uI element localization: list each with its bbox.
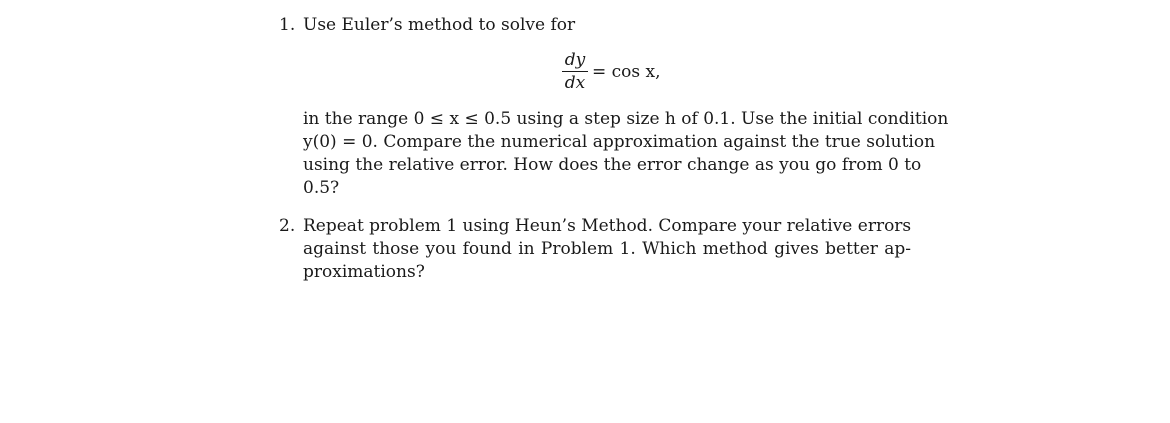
problem-1-equation-rhs: = cos x, [592,62,661,82]
problem-1-derivative-fraction [562,50,588,93]
fraction-numerator: dy [564,50,586,70]
problem-1-intro: Use Euler’s method to solve for [303,15,576,35]
problem-1-line-3: using the relative error. How does the error change as you go from 0 to [303,155,922,175]
problem-2-line-3: proximations? [303,262,425,282]
problem-2-number: 2. [279,216,296,236]
problem-1-line-1: in the range 0 ≤ x ≤ 0.5 using a step size h of 0.1. Use the initial condition [303,109,949,129]
problem-2-line-1: Repeat problem 1 using Heun’s Method. Compare your relative errors [303,216,912,236]
problem-1-line-4: 0.5? [303,178,340,198]
problem-1-line-2: y(0) = 0. Compare the numerical approximation against the true solution [303,132,936,152]
problem-1-number: 1. [279,15,296,35]
fraction-denominator: dx [564,73,586,93]
fraction-bar [562,71,588,72]
problem-2-line-2: against those you found in Problem 1. Which method gives better ap- [303,239,911,259]
